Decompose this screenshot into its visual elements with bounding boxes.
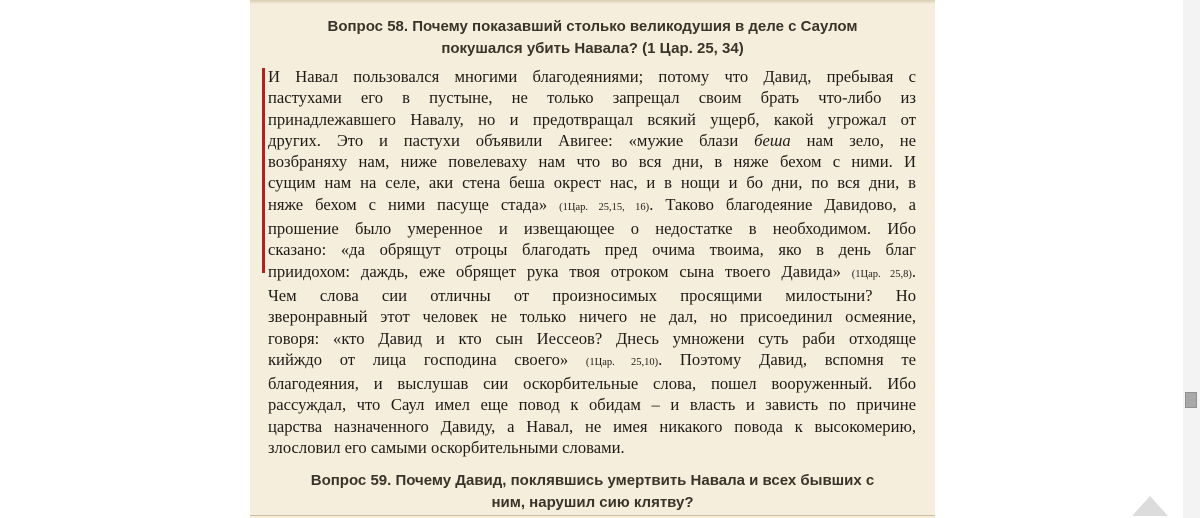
vertical-scrollbar[interactable] [1183, 0, 1200, 518]
text-line [268, 349, 916, 373]
text-segment: . [911, 261, 916, 281]
text-line: пастухами его в пустыне, не только запрещал своим брать что-либо из [268, 88, 916, 108]
text-line: И Навал пользовался многими благодеяниями; потому что Давид, пребывая с [268, 67, 916, 86]
text-segment: других. Это и пастухи объявили Авигее: «мужие блази [268, 130, 739, 150]
page-top-edge [250, 0, 935, 4]
text-line [268, 261, 916, 285]
italic-word: беша [754, 130, 791, 150]
question-58-heading [250, 16, 935, 60]
text-line: сказано: «да обрящут отроцы благодать пред очима твоима, яко в день благ [268, 240, 916, 260]
page-bottom-rule [250, 515, 935, 516]
text-segment: нам зело, не [806, 130, 917, 150]
text-line: царства назначенного Давиду, а Навал, не имея никакого повода к высокомерию, [268, 416, 916, 436]
text-segment: кийждо от лица господина своего» [268, 349, 569, 369]
text-line: возбраняху нам, ниже повелеваху нам что во вся дни, в няже бехом с ними. И [268, 152, 916, 172]
scripture-reference: (1Цар. 25,15, 16) [559, 201, 650, 213]
document-page [250, 0, 935, 518]
text-segment: . Таково благодеяние Давидово, а [649, 194, 916, 214]
text-line: благодеяния, и выслушав сии оскорбительные слова, пошел вооруженный. Ибо [268, 374, 916, 394]
question-58-title-line-2: покушался убить Навала? (1 Цар. 25, 34) [441, 40, 744, 57]
text-line: прошение было умеренное и извещающее о недостатке в необходимом. Ибо [268, 219, 916, 239]
scripture-reference: (1Цар. 25,8) [851, 268, 912, 280]
text-segment: приидохом: даждь, еже обрящет рука твоя отроком сына твоего Давида» [268, 261, 841, 281]
text-line: зверонравный этот человек не только ничего не дал, но присоединил осмеяние, [268, 307, 916, 327]
question-58-title-line-1: Вопрос 58. Почему показавший столько великодушия в деле с Саулом [327, 18, 858, 35]
text-line: рассуждал, что Саул имел еще повод к обидам – и власть и зависть по причине [268, 395, 916, 415]
text-line: сущим нам на селе, аки стена беша окрест нас, и в нощи и бо дни, по вся дни, в [268, 173, 916, 193]
text-line: говоря: «кто Давид и кто сын Иессеов? Днесь умножени суть раби отходяще [268, 328, 916, 348]
text-segment: . Поэтому Давид, вспомня те [658, 349, 916, 369]
scripture-reference: (1Цар. 25,10) [585, 356, 659, 368]
question-59-title-line-1: Вопрос 59. Почему Давид, поклявшись умертвить Навала и всех бывших с [310, 472, 875, 489]
text-line [268, 194, 916, 218]
text-line: Чем слова сии отличны от произносимых просящими милостыни? Но [268, 285, 916, 305]
answer-58-text [268, 66, 916, 458]
question-59-title-line-2: ним, нарушил сию клятву? [491, 494, 694, 511]
triangle-up-icon[interactable] [1132, 496, 1168, 516]
highlight-bar [262, 68, 265, 273]
text-line [268, 130, 916, 151]
question-59-heading [250, 470, 935, 514]
text-line: принадлежавшего Навалу, но и предотвращал всякий ущерб, какой угрожал от [268, 109, 916, 129]
text-line: злословил его самыми оскорбительными словами. [268, 438, 625, 458]
text-segment: няже бехом с ними пасуще стада» [268, 194, 548, 214]
scrollbar-thumb[interactable] [1185, 392, 1197, 408]
